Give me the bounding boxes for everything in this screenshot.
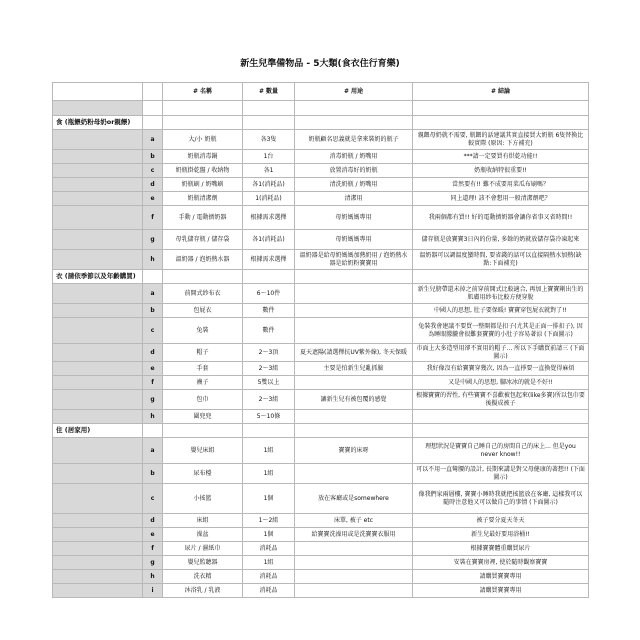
item-quantity: 6～10件 — [243, 284, 295, 304]
item-conclusion: 安裝在寶寶房裡, 使於隨時觀察寶寶 — [413, 556, 589, 570]
table-row — [53, 570, 589, 584]
item-quantity: 數件 — [243, 304, 295, 318]
table-row — [53, 130, 589, 150]
item-name: 母乳儲存瓶 / 儲存袋 — [163, 230, 243, 250]
item-name: 圍兜兜 — [163, 410, 243, 424]
item-name: 奶瓶刷 / 奶嘴刷 — [163, 178, 243, 192]
section-food-header — [53, 116, 589, 130]
table-row — [53, 464, 589, 484]
row-spacer — [53, 206, 143, 230]
row-letter: c — [143, 164, 163, 178]
section-title: 食 (瓶餵奶粉母奶or親餵) — [53, 116, 143, 130]
row-spacer — [53, 250, 143, 270]
table-row — [53, 376, 589, 390]
item-name: 包屁衣 — [163, 304, 243, 318]
table-row — [53, 178, 589, 192]
item-conclusion: 我兩個都有買!! 好的電動擠奶器會讓你省事又省時間!! — [413, 206, 589, 230]
table-row — [53, 390, 589, 410]
item-purpose: 奶瓶顧名思義就是拿來裝奶的瓶子 — [295, 130, 413, 150]
row-letter: e — [143, 192, 163, 206]
row-letter: b — [143, 304, 163, 318]
item-purpose — [295, 584, 413, 598]
item-conclusion: 親餵母奶就不需要, 瓶餵的話建議其實直接買大奶瓶 6隻替換比較實際 (原因: 下方補充) — [413, 130, 589, 150]
row-spacer — [53, 178, 143, 192]
item-name: 手動 / 電動擠奶器 — [163, 206, 243, 230]
row-letter: d — [143, 344, 163, 362]
item-name: 溫奶器 / 泡奶熱水器 — [163, 250, 243, 270]
table-row — [53, 484, 589, 514]
row-spacer — [53, 192, 143, 206]
item-quantity: 5～10條 — [243, 410, 295, 424]
item-name: 洗衣精 — [163, 570, 243, 584]
row-letter: g — [143, 230, 163, 250]
table-row — [53, 250, 589, 270]
item-quantity: 1(消耗品) — [243, 192, 295, 206]
item-purpose — [295, 464, 413, 484]
row-spacer — [53, 556, 143, 570]
item-name: 尿布檯 — [163, 464, 243, 484]
item-purpose — [295, 410, 413, 424]
row-spacer — [53, 130, 143, 150]
item-conclusion: 又是中國人的思想, 腳冰冰的就是不好!! — [413, 376, 589, 390]
item-name: 澡盆 — [163, 528, 243, 542]
section-clothing-header — [53, 270, 589, 284]
item-quantity: 各1 — [243, 164, 295, 178]
item-quantity: 2～3頂 — [243, 344, 295, 362]
row-letter: f — [143, 206, 163, 230]
item-quantity: 各1(消耗品) — [243, 178, 295, 192]
row-letter: b — [143, 150, 163, 164]
item-name: 沐浴乳 / 乳液 — [163, 584, 243, 598]
header-row — [53, 83, 589, 101]
item-purpose: 寶寶的床呀 — [295, 438, 413, 464]
item-conclusion: 同上道理! 該不會想用一般清潔劑吧？ — [413, 192, 589, 206]
item-conclusion: 請購買寶寶專用 — [413, 584, 589, 598]
row-letter: h — [143, 250, 163, 270]
section-housing-header — [53, 424, 589, 438]
row-spacer — [53, 584, 143, 598]
item-quantity: 消耗品 — [243, 570, 295, 584]
item-name: 襪子 — [163, 376, 243, 390]
item-name: 嬰兒監聽器 — [163, 556, 243, 570]
item-name: 奶瓶消毒鍋 — [163, 150, 243, 164]
table-row — [53, 284, 589, 304]
item-quantity: 2～3組 — [243, 390, 295, 410]
item-conclusion: 兔裝我會建議不要買一整開都是扣子(尤其是正面一排扣子), 因為睡眼朦朧會很難套寶寶的小肚子容易著涼 (下面圖示) — [413, 318, 589, 344]
item-purpose: 溫奶器是給母奶媽媽加熱奶用 / 泡奶熱水器是給奶粉寶寶用 — [295, 250, 413, 270]
row-letter: a — [143, 438, 163, 464]
item-purpose: 母奶媽媽專用 — [295, 230, 413, 250]
item-name: 兔裝 — [163, 318, 243, 344]
header-conclusion: # 結論 — [413, 83, 589, 101]
table-row — [53, 206, 589, 230]
row-spacer — [53, 318, 143, 344]
item-name: 前開式紗布衣 — [163, 284, 243, 304]
item-conclusion: 奶瓶收納特很重要!! — [413, 164, 589, 178]
item-purpose — [295, 376, 413, 390]
item-conclusion: 根據寶寶的習性, 有些寶寶不喜歡被包起來(like多寶)所以包巾要後擬成被子 — [413, 390, 589, 410]
item-quantity: 數件 — [243, 318, 295, 344]
item-name: 小搖籃 — [163, 484, 243, 514]
table-row — [53, 304, 589, 318]
row-spacer — [53, 230, 143, 250]
spacer-row — [53, 101, 589, 116]
item-conclusion: 根據寶寶體重購買尿片 — [413, 542, 589, 556]
row-letter: d — [143, 178, 163, 192]
item-purpose: 消毒奶瓶 / 奶嘴用 — [295, 150, 413, 164]
item-conclusion: ***請一定要買有烘乾功能!! — [413, 150, 589, 164]
item-conclusion: 新生兒膀帶還未掉之前穿前開式比較適合, 再加上寶寶剛出生的肌膚用紗布比較方便穿脫 — [413, 284, 589, 304]
item-quantity: 1～2組 — [243, 514, 295, 528]
row-letter: c — [143, 318, 163, 344]
table-row — [53, 344, 589, 362]
item-name: 手套 — [163, 362, 243, 376]
item-purpose: 給寶寶洗澡用或是洗寶寶衣服用 — [295, 528, 413, 542]
item-conclusion: 被子要分夏天冬天 — [413, 514, 589, 528]
item-quantity: 各3隻 — [243, 130, 295, 150]
item-conclusion: 當然要有!! 難不成要用菜瓜布刷嗎？ — [413, 178, 589, 192]
row-spacer — [53, 528, 143, 542]
row-letter: e — [143, 528, 163, 542]
row-letter: e — [143, 362, 163, 376]
table-row — [53, 318, 589, 344]
row-spacer — [53, 542, 143, 556]
row-spacer — [53, 284, 143, 304]
item-quantity: 1組 — [243, 464, 295, 484]
item-quantity: 各1(消耗品) — [243, 230, 295, 250]
item-purpose: 讓新生兒有被包覆的感覺 — [295, 390, 413, 410]
items-table — [52, 82, 588, 598]
item-name: 奶瓶掛乾盤 / 收納物 — [163, 164, 243, 178]
table-row — [53, 556, 589, 570]
header-quantity: # 數量 — [243, 83, 295, 101]
row-letter: h — [143, 570, 163, 584]
row-letter: b — [143, 464, 163, 484]
item-quantity: 消耗品 — [243, 542, 295, 556]
row-spacer — [53, 164, 143, 178]
item-conclusion: 理想狀況是寶寶自己睡自己的房間自己的床上... 但是you never know!! — [413, 438, 589, 464]
item-name: 大/小 奶瓶 — [163, 130, 243, 150]
item-purpose: 床單, 被子 etc — [295, 514, 413, 528]
item-conclusion: 可以不用一直彎腰的設計, 長期來講是對父母健康的著想!! (下面圖示) — [413, 464, 589, 484]
table-row — [53, 438, 589, 464]
item-quantity: 2～3組 — [243, 362, 295, 376]
row-spacer — [53, 376, 143, 390]
table-row — [53, 192, 589, 206]
item-conclusion: 溫奶器可以調溫度蠻時間, 要省錢的話可以直接隔熱水加熱(缺點:下面補充) — [413, 250, 589, 270]
item-conclusion: 請購買寶寶專用 — [413, 570, 589, 584]
table-row — [53, 584, 589, 598]
section-title: 衣 (請依季節以及年齡購買) — [53, 270, 143, 284]
item-purpose — [295, 570, 413, 584]
item-quantity: 根據需求選擇 — [243, 250, 295, 270]
row-spacer — [53, 410, 143, 424]
item-purpose — [295, 284, 413, 304]
table-row — [53, 410, 589, 424]
row-spacer — [53, 464, 143, 484]
document-title: 新生兒準備物品 - 5大類(食衣住行育樂) — [240, 59, 400, 69]
row-letter: a — [143, 284, 163, 304]
header-spacer — [143, 83, 163, 101]
item-name: 嬰兒床組 — [163, 438, 243, 464]
row-spacer — [53, 344, 143, 362]
table-row — [53, 542, 589, 556]
item-conclusion: 中國人的思想, 肚子要保暖! 寶寶穿包屁衣就對了!! — [413, 304, 589, 318]
item-quantity: 1個 — [243, 528, 295, 542]
row-spacer — [53, 438, 143, 464]
item-purpose: 夏天遮陽(請選擇抗UV紫外線), 冬天保暖 — [295, 344, 413, 362]
section-title: 住 (居家用) — [53, 424, 143, 438]
item-purpose — [295, 304, 413, 318]
item-quantity: 5雙以上 — [243, 376, 295, 390]
header-spacer — [53, 83, 143, 101]
item-purpose: 主要是怕新生兒亂抓臉 — [295, 362, 413, 376]
table-row — [53, 528, 589, 542]
row-spacer — [53, 514, 143, 528]
row-spacer — [53, 150, 143, 164]
header-name: # 名稱 — [163, 83, 243, 101]
header-purpose: # 用途 — [295, 83, 413, 101]
item-quantity: 1組 — [243, 438, 295, 464]
item-name: 尿片 / 濕紙巾 — [163, 542, 243, 556]
row-letter: i — [143, 584, 163, 598]
item-name: 奶瓶清潔劑 — [163, 192, 243, 206]
row-letter: f — [143, 542, 163, 556]
item-conclusion: 市面上大多造型用卻不實用的帽子... 所以下手購買前請三 (下面圖示) — [413, 344, 589, 362]
table-row — [53, 514, 589, 528]
item-quantity: 消耗品 — [243, 584, 295, 598]
row-spacer — [53, 390, 143, 410]
item-conclusion: 像我們家兩層樓, 寶寶小睡時我就把搖籃放在客廳, 這樣我可以隨時注意他又可以做自己的事情 (下面圖示) — [413, 484, 589, 514]
item-conclusion — [413, 410, 589, 424]
item-name: 帽子 — [163, 344, 243, 362]
table-row — [53, 230, 589, 250]
row-letter: a — [143, 130, 163, 150]
table-row — [53, 150, 589, 164]
row-spacer — [53, 570, 143, 584]
item-conclusion: 儲存瓶是放寶寶3日內的份量, 多餘的奶就放儲存袋冷凍起來 — [413, 230, 589, 250]
item-purpose: 清潔用 — [295, 192, 413, 206]
item-quantity: 根據需求選擇 — [243, 206, 295, 230]
item-conclusion: 我好像沒有給寶寶穿幾次, 因為一直掙要一直換覺得麻煩 — [413, 362, 589, 376]
item-purpose: 清洗奶瓶 / 奶嘴用 — [295, 178, 413, 192]
item-purpose — [295, 542, 413, 556]
row-letter: f — [143, 376, 163, 390]
row-spacer — [53, 362, 143, 376]
row-spacer — [53, 304, 143, 318]
row-letter: g — [143, 390, 163, 410]
item-purpose — [295, 318, 413, 344]
table-row — [53, 164, 589, 178]
item-purpose: 放置消毒好的奶瓶 — [295, 164, 413, 178]
item-purpose: 放在客廳或是somewhere — [295, 484, 413, 514]
row-letter: g — [143, 556, 163, 570]
item-name: 床組 — [163, 514, 243, 528]
item-quantity: 1台 — [243, 150, 295, 164]
item-quantity: 1組 — [243, 556, 295, 570]
row-letter: h — [143, 410, 163, 424]
row-letter: d — [143, 514, 163, 528]
table-row — [53, 362, 589, 376]
row-letter: c — [143, 484, 163, 514]
row-spacer — [53, 484, 143, 514]
item-purpose — [295, 556, 413, 570]
item-purpose: 母奶媽媽專用 — [295, 206, 413, 230]
item-name: 包巾 — [163, 390, 243, 410]
item-conclusion: 新生兒最好要用浴桶!! — [413, 528, 589, 542]
item-quantity: 1個 — [243, 484, 295, 514]
